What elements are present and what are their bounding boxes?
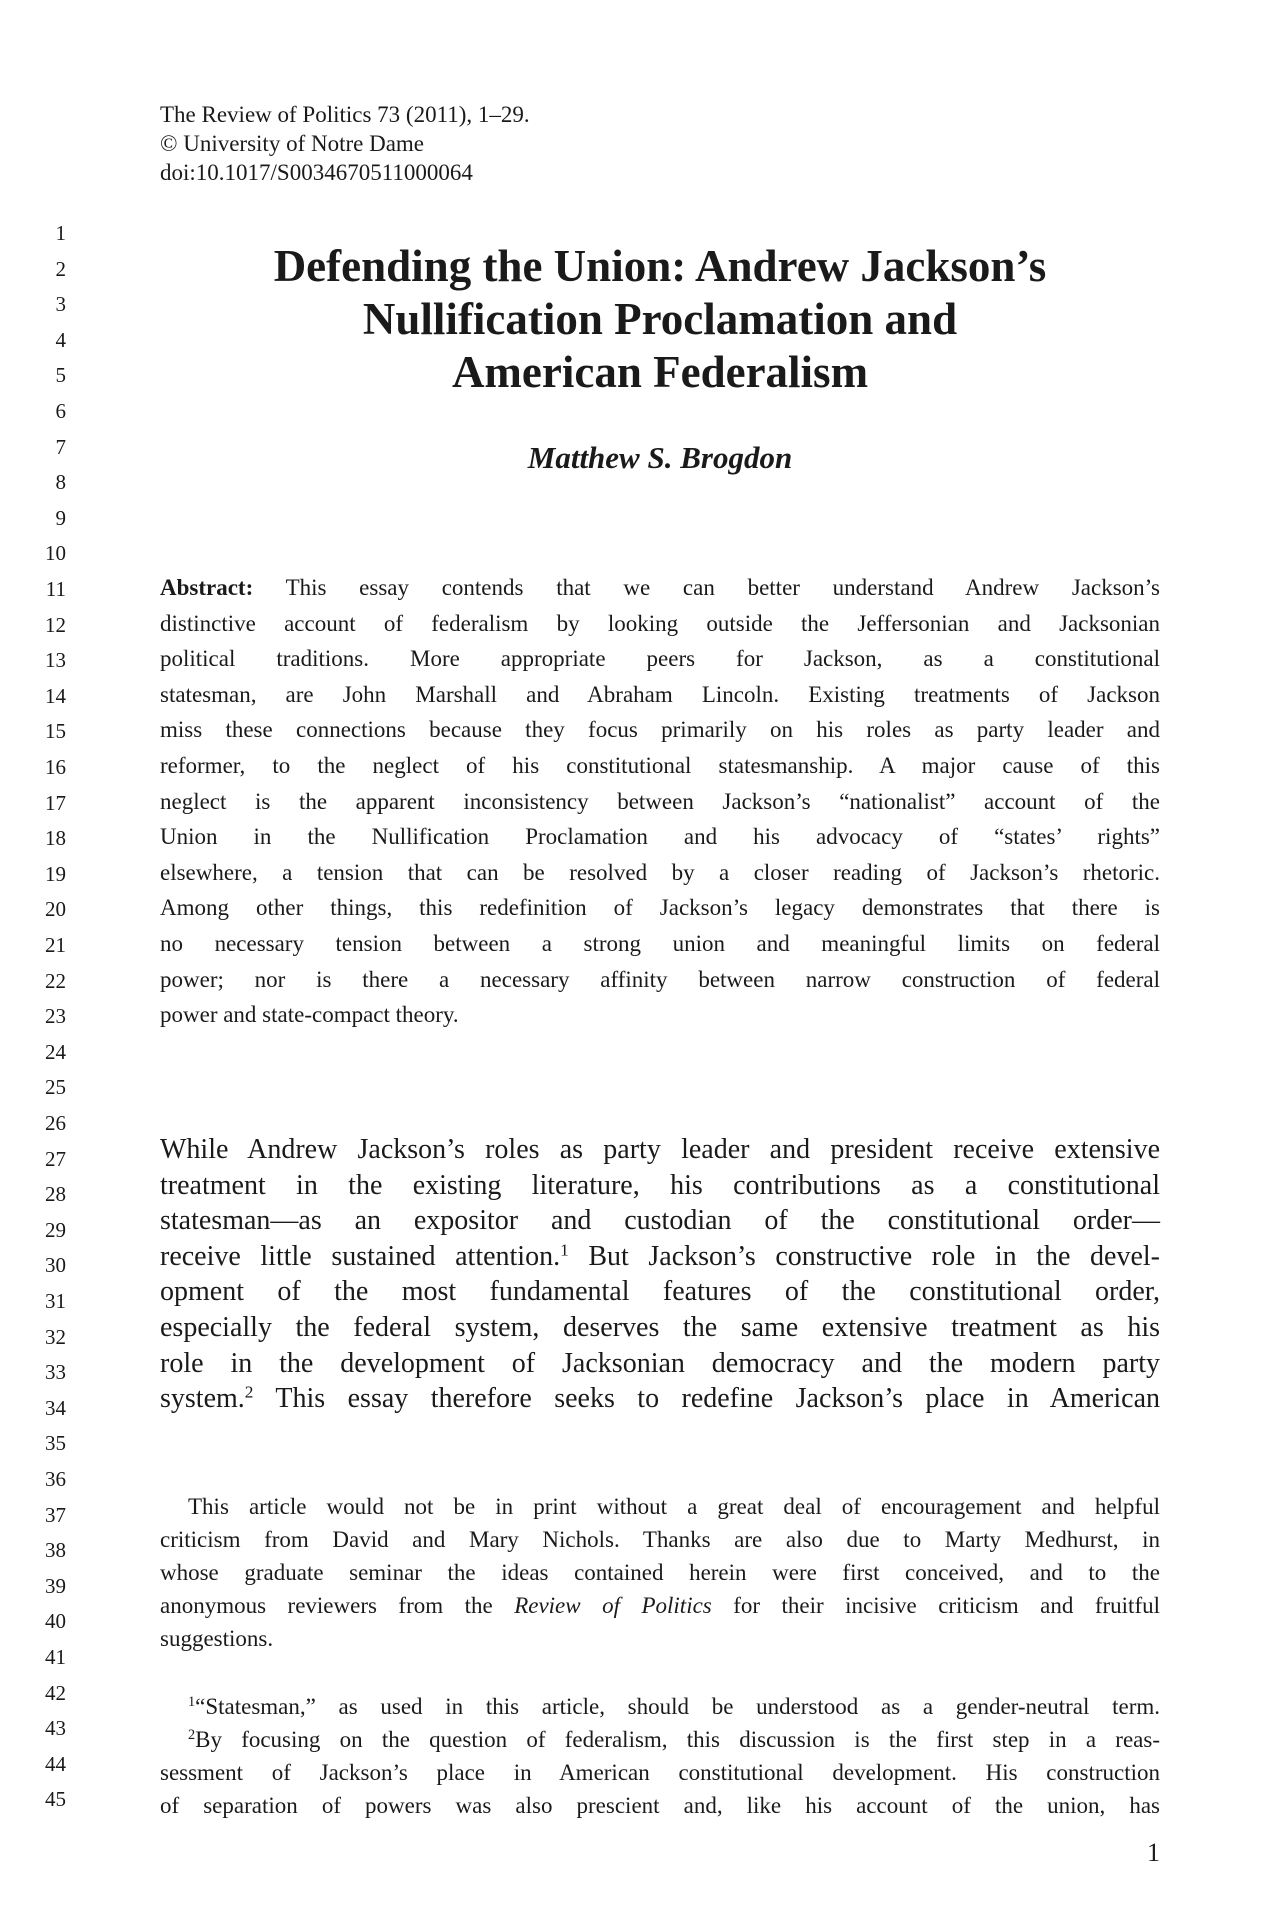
- abstract-line: no necessary tension between a strong union and meaningful limits on federal: [160, 930, 1160, 956]
- body-line: system.$^2$ This essay therefore seeks to redefine Jackson’s place in American: [160, 1382, 1160, 1415]
- body-line: opment of the most fundamental features of the constitutional order,: [160, 1276, 1160, 1308]
- body-paragraph: [160, 1132, 1160, 1417]
- title-line: Defending the Union: Andrew Jackson’s: [273, 241, 1047, 291]
- line-number: 6: [55, 399, 66, 423]
- line-number: 15: [45, 719, 66, 744]
- line-number: 21: [45, 933, 66, 957]
- ack-line: suggestions.: [160, 1626, 274, 1651]
- line-number: 44: [45, 1751, 66, 1776]
- article-title: [160, 240, 1160, 399]
- line-number: 17: [45, 790, 66, 815]
- line-number: 29: [45, 1217, 66, 1242]
- line-number: 14: [45, 683, 66, 708]
- page-number: 1: [1147, 1838, 1160, 1867]
- journal-citation: The Review of Politics 73 (2011), 1–29.: [160, 102, 530, 127]
- abstract-line: political traditions. More appropriate peers for Jackson, as a constitutional: [160, 646, 1160, 672]
- line-number: 39: [45, 1573, 66, 1598]
- abstract-line: Union in the Nullification Proclamation and his advocacy of “states’ rights”: [160, 824, 1160, 850]
- abstract-line: reformer, to the neglect of his constitutional statesmanship. A major cause of this: [160, 752, 1160, 778]
- line-number: 8: [55, 470, 66, 495]
- line-number: 11: [45, 577, 66, 601]
- line-number: 7: [55, 434, 66, 459]
- abstract-label: Abstract:: [160, 575, 254, 600]
- line-number: 40: [45, 1609, 66, 1634]
- line-number: 3: [55, 292, 66, 317]
- line-number: 31: [45, 1289, 66, 1313]
- line-number: 2: [55, 256, 66, 281]
- footnote-mark-2: 2: [188, 1727, 196, 1744]
- doi-line: doi:10.1017/S0034670511000064: [160, 160, 473, 185]
- line-number: 24: [45, 1039, 66, 1064]
- abstract-line: power and state-compact theory.: [160, 1002, 459, 1028]
- footnote-line: of separation of powers was also prescient and, like his account of the union, has: [160, 1793, 1160, 1818]
- journal-name: Review of Politics: [514, 1593, 712, 1618]
- body-line: statesman—as an expositor and custodian of the constitutional order—: [160, 1205, 1160, 1237]
- title-line: Nullification Proclamation and: [362, 294, 958, 344]
- line-number: 10: [45, 541, 66, 566]
- abstract-line: Abstract: This essay contends that we can better understand Andrew Jackson’s: [160, 575, 1160, 600]
- line-number: 16: [45, 755, 66, 779]
- abstract-line: Among other things, this redefinition of Jackson’s legacy demonstrates that there is: [160, 895, 1160, 921]
- line-number: 42: [45, 1680, 66, 1705]
- line-number: 5: [55, 363, 66, 388]
- body-line: treatment in the existing literature, his contributions as a constitutional: [160, 1169, 1160, 1201]
- footnote-2: [160, 1723, 1160, 1822]
- line-number: 20: [45, 897, 66, 922]
- line-number: 38: [45, 1538, 66, 1563]
- footnote-line: $^2$By focusing on the question of federalism, this discussion is the first step in a reas-: [188, 1727, 1160, 1752]
- line-number: 33: [45, 1360, 66, 1385]
- ack-line: anonymous reviewers from the Review of Politics for their incisive criticism and fruitful: [160, 1593, 1160, 1618]
- line-number: 41: [45, 1645, 66, 1669]
- line-number: 25: [45, 1075, 66, 1100]
- line-number: 34: [45, 1395, 66, 1420]
- line-number: 18: [45, 826, 66, 851]
- line-number: 26: [45, 1111, 66, 1135]
- acknowledgment-note: [160, 1490, 1160, 1655]
- copyright-line: © University of Notre Dame: [160, 131, 425, 156]
- body-line: While Andrew Jackson’s roles as party leader and president receive extensive: [160, 1134, 1160, 1165]
- body-line: especially the federal system, deserves the same extensive treatment as his: [160, 1311, 1160, 1343]
- ack-line: whose graduate seminar the ideas contained herein were first conceived, and to the: [160, 1560, 1160, 1585]
- footnote-ref-2[interactable]: 2: [244, 1382, 254, 1402]
- line-number: 9: [55, 505, 66, 530]
- line-number: 12: [45, 612, 66, 637]
- line-number: 43: [45, 1716, 66, 1741]
- line-number: 28: [45, 1182, 66, 1207]
- line-number: 37: [45, 1502, 66, 1527]
- body-line: role in the development of Jacksonian democracy and the modern party: [160, 1347, 1160, 1379]
- abstract-line: miss these connections because they focus primarily on his roles as party leader and: [160, 717, 1160, 743]
- abstract-line: distinctive account of federalism by looking outside the Jeffersonian and Jacksonian: [160, 610, 1160, 636]
- footnote-line: sessment of Jackson’s place in American constitutional development. His construction: [160, 1760, 1160, 1785]
- footnote-mark-1: 1: [188, 1694, 196, 1711]
- abstract-line: statesman, are John Marshall and Abraham Lincoln. Existing treatments of Jackson: [160, 681, 1160, 707]
- ack-line: criticism from David and Mary Nichols. Thanks are also due to Marty Medhurst, in: [160, 1527, 1160, 1552]
- footnote-1: [160, 1690, 1160, 1723]
- line-number: 23: [45, 1004, 66, 1029]
- title-line: American Federalism: [451, 347, 869, 397]
- line-number: 4: [55, 327, 66, 352]
- abstract-line: elsewhere, a tension that can be resolved by a closer reading of Jackson’s rhetoric.: [160, 859, 1160, 885]
- footnote-line: $^1$“Statesman,” as used in this article, should be understood as a gender-neutral term.: [188, 1694, 1160, 1719]
- line-number: 45: [45, 1787, 66, 1812]
- body-line: receive little sustained attention.$^1$ But Jackson’s constructive role in the devel-: [160, 1240, 1160, 1272]
- line-number: 32: [45, 1324, 66, 1349]
- abstract-line: power; nor is there a necessary affinity between narrow construction of federal: [160, 966, 1160, 992]
- abstract-line: neglect is the apparent inconsistency between Jackson’s “nationalist” account of the: [160, 788, 1160, 814]
- line-number: 36: [45, 1467, 66, 1491]
- abstract: [160, 570, 1160, 1033]
- ack-line: This article would not be in print without a great deal of encouragement and helpful: [188, 1494, 1160, 1519]
- footnote-ref-1[interactable]: 1: [560, 1240, 569, 1260]
- line-number: 30: [45, 1253, 66, 1278]
- journal-header: [160, 100, 530, 187]
- line-number: 13: [45, 648, 66, 673]
- line-number: 1: [55, 221, 66, 245]
- line-number: 35: [45, 1431, 66, 1456]
- line-number: 19: [45, 861, 66, 886]
- line-number: 22: [45, 968, 66, 993]
- line-number: 27: [45, 1146, 66, 1171]
- author-name: Matthew S. Brogdon: [527, 440, 793, 475]
